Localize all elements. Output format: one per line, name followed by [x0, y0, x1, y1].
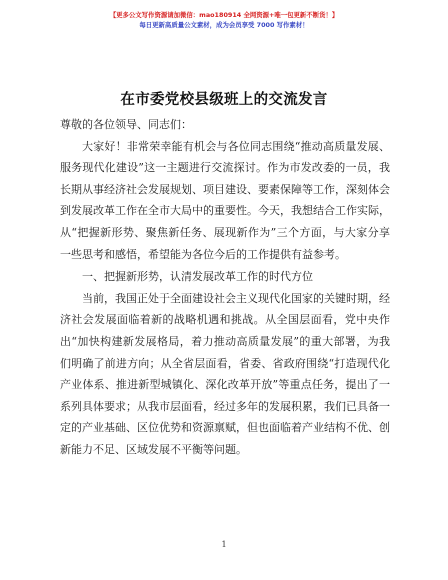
paragraph-situation: 当前，我国正处于全面建设社会主义现代化国家的关键时期，经济社会发展面临着新的战略机遇和挑战。从全国层面看，党中央作出“加快构建新发展格局，着力推动高质量发展”的重大部署，为我们明确了前进方向；从全省层面看，省委、省政府围绕“打造现代化产业体系、推进新型城镇化、深化改革开放”等重点任务，提出了一系列具体要求；从我市层面看，经过多年的发展积累，我们已具备一定的产业基础、区位优势和资源禀赋，但也面临着产业结构不优、创新能力不足、区域发展不平衡等问题。 [60, 291, 390, 456]
promo-banner-line-1: 【更多公文写作资源请加微信：mao180914 全网资源+唯一包更新不断货！】 [109, 11, 339, 19]
paragraph-intro: 大家好！非常荣幸能有机会与各位同志围绕“推动高质量发展、服务现代化建设”这一主题进行交流探讨。作为市发改委的一员，我长期从事经济社会发展规划、项目建设、要素保障等工作，深刻体会到发展改革工作在全市大局中的重要性。今天，我想结合工作实际，从“把握新形势、聚焦新任务、展现新作为”三个方面，与大家分享一些思考和感悟，希望能为各位今后的工作提供有益参考。 [60, 139, 390, 261]
document-title: 在市委党校县级班上的交流发言 [120, 91, 328, 108]
promo-banner [96, 10, 352, 36]
page-number: 1 [221, 540, 227, 549]
promo-banner-line-2: 每日更新高质量公文素材，成为会员享受 7000 写作素材！ [139, 21, 309, 29]
salutation: 尊敬的各位领导、同志们： [60, 118, 192, 131]
section-heading-1: 一、把握新形势，认清发展改革工作的时代方位 [82, 270, 313, 284]
document-body [60, 114, 390, 461]
